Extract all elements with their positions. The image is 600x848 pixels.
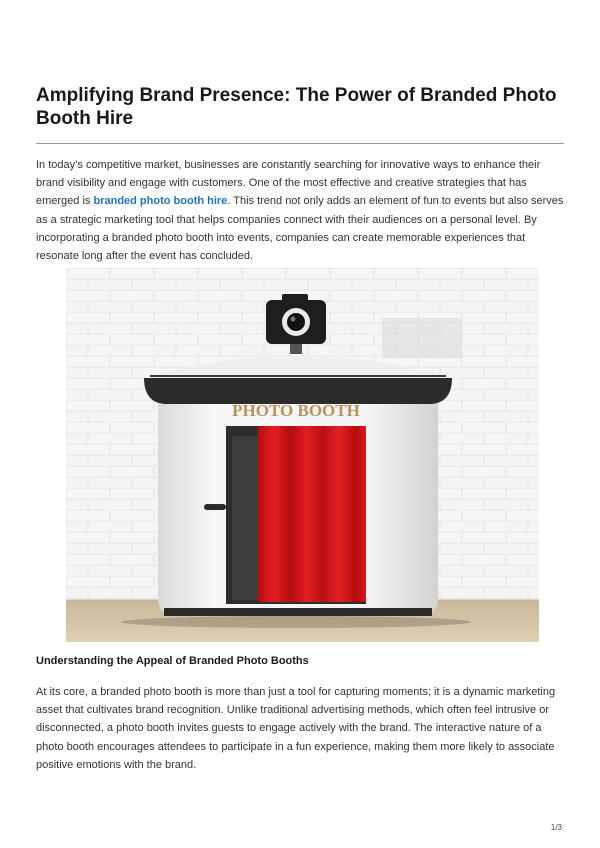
intro-text-after: . This trend not only adds an element of fun to events but also serves as a strategic marketing tool that helps companies connect with their audiences on a personal level. By incorporating a branded photo booth into events, companies can create memorable experiences that resonate long after the event has concluded. — [36, 195, 564, 263]
section-paragraph: At its core, a branded photo booth is more than just a tool for capturing moments; it is a dynamic marketing asset that cultivates brand recognition. Unlike traditional advertising methods, which often feel intrusive or disconnected, a photo booth invites guests to engage actively with the brand. The interactive nature of a photo booth encourages attendees to participate in a fun experience, making them more likely to associate positive emotions with the brand. — [36, 686, 556, 771]
page-number: 1/3 — [550, 823, 562, 832]
booth-handle — [204, 504, 226, 510]
intro-text-before: In today’s competitive market, businesses are constantly searching for innovative ways to enhance their brand visibility and engage with customers. One of the most effective and creative strategies that has emerged is — [36, 159, 541, 208]
section-heading: Understanding the Appeal of Branded Photo Booths — [36, 655, 309, 667]
branded-photo-booth-hire-link[interactable]: branded photo booth hire — [93, 195, 228, 208]
article-title: Amplifying Brand Presence: The Power of Branded Photo Booth Hire — [36, 85, 557, 129]
red-curtain — [258, 426, 366, 602]
photo-booth-image — [66, 268, 539, 642]
booth-sign-text: PHOTO BOOTH — [232, 401, 360, 420]
title-divider — [36, 143, 564, 144]
intro-paragraph — [36, 156, 566, 265]
